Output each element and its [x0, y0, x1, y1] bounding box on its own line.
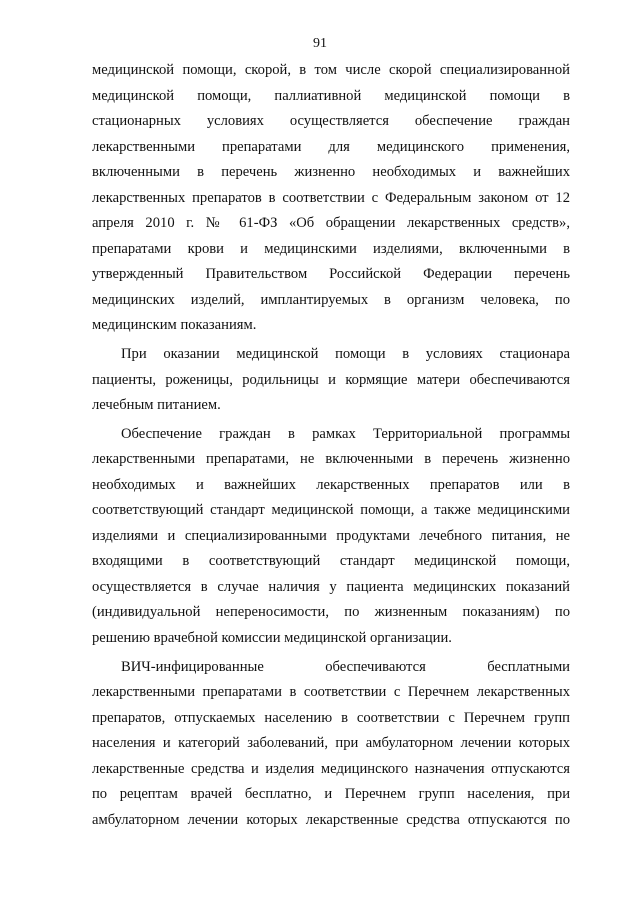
text-line: лекарственные средства и изделия медицинского назначения отпускаются — [92, 760, 570, 777]
text-line: препаратами крови и медицинскими изделиями, включенными в — [92, 240, 570, 257]
text-line: осуществляется в случае наличия у пациента медицинских показаний — [92, 578, 570, 595]
paragraph-1 — [92, 58, 570, 339]
text-line: соответствующий стандарт медицинской помощи, а также медицинскими — [92, 502, 570, 519]
text-line: решению врачебной комиссии медицинской организации. — [92, 630, 452, 647]
text-line: стационарных условиях осуществляется обеспечение граждан — [92, 113, 570, 130]
text-line: входящими в соответствующий стандарт медицинской помощи, — [92, 553, 570, 570]
text-line: медицинских изделий, имплантируемых в организм человека, по — [92, 291, 570, 308]
text-line: включенными в перечень жизненно необходимых и важнейших — [92, 164, 570, 181]
text-line: медицинской помощи, скорой, в том числе скорой специализированной — [92, 62, 570, 78]
text-line: медицинской помощи, паллиативной медицинской помощи в — [92, 87, 570, 104]
paragraph-3 — [92, 422, 570, 652]
text-line: по рецептам врачей бесплатно, и Перечнем групп населения, при — [92, 786, 570, 803]
text-line: лекарственными препаратами в соответствии с Перечнем лекарственных — [92, 684, 570, 701]
paragraph-4 — [92, 655, 570, 834]
page-number: 91 — [313, 36, 327, 51]
text-line: утвержденный Правительством Российской Федерации перечень — [92, 266, 570, 283]
text-line: амбулаторном лечении которых лекарственные средства отпускаются по — [92, 811, 570, 828]
text-line: пациенты, роженицы, родильницы и кормящие матери обеспечиваются — [92, 371, 570, 388]
text-line: При оказании медицинской помощи в условиях стационара — [121, 346, 570, 363]
text-line: населения и категорий заболеваний, при амбулаторном лечении которых — [92, 735, 570, 752]
text-line: лечебным питанием. — [92, 397, 221, 414]
document-body — [92, 58, 570, 836]
text-line: лекарственными препаратами, не включенными в перечень жизненно — [92, 451, 570, 468]
text-line: апреля 2010 г. № 61-ФЗ «Об обращении лекарственных средств», — [92, 215, 570, 232]
text-line: ВИЧ-инфицированные обеспечиваются бесплатными — [121, 658, 570, 675]
text-line: необходимых и важнейших лекарственных препаратов или в — [92, 476, 570, 493]
text-line: препаратов, отпускаемых населению в соответствии с Перечнем групп — [92, 709, 570, 726]
text-line: изделиями и специализированными продуктами лечебного питания, не — [92, 527, 570, 544]
text-line: лекарственными препаратами для медицинского применения, — [92, 138, 570, 155]
text-line: Обеспечение граждан в рамках Территориальной программы — [121, 425, 570, 442]
text-line: медицинским показаниям. — [92, 317, 257, 334]
text-line: лекарственных препаратов в соответствии с Федеральным законом от 12 — [92, 189, 570, 206]
text-line: (индивидуальной непереносимости, по жизненным показаниям) по — [92, 604, 570, 621]
paragraph-2 — [92, 342, 570, 419]
